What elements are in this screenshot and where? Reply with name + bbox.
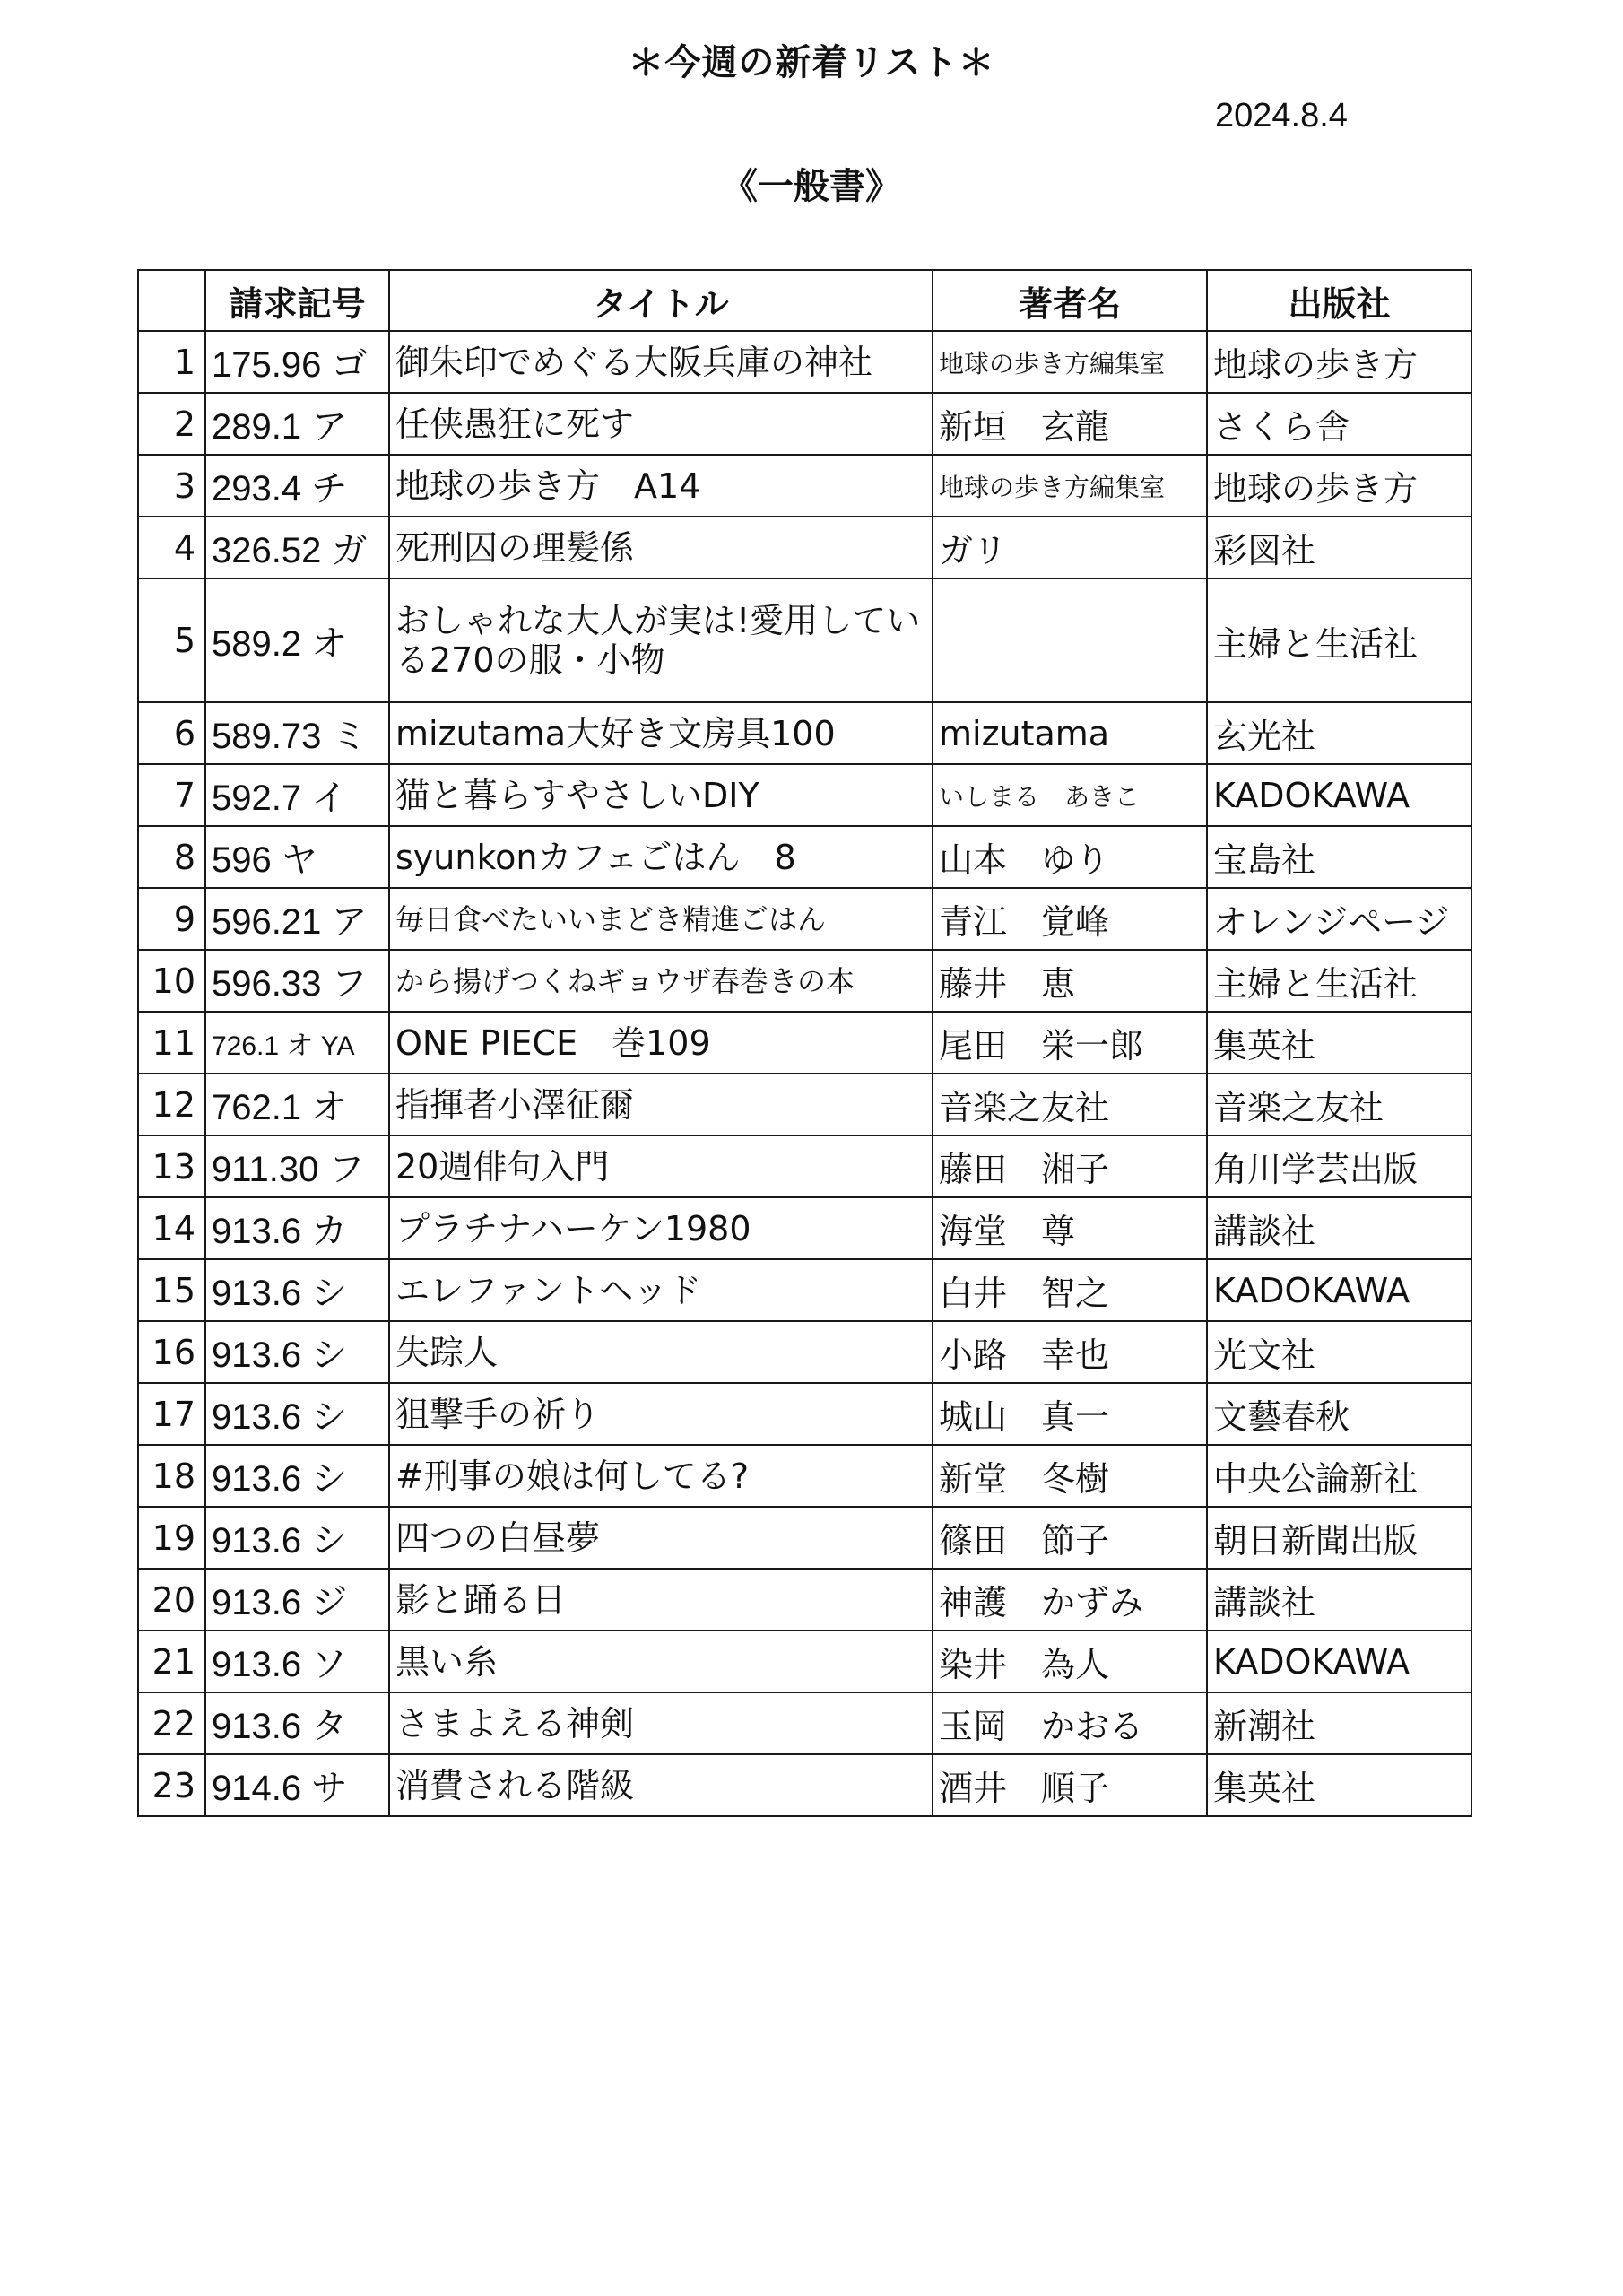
table-body: [138, 331, 1471, 1816]
column-header-title: タイトル: [389, 270, 933, 331]
author-name: 酒井 順子: [933, 1754, 1207, 1816]
publisher-name: 講談社: [1207, 1197, 1471, 1259]
table-row: [138, 393, 1471, 455]
call-number: 913.6 シ: [205, 1383, 389, 1445]
publisher-name: 文藝春秋: [1207, 1383, 1471, 1445]
author-name: 地球の歩き方編集室: [933, 331, 1207, 393]
book-title: 任侠愚狂に死す: [389, 393, 933, 455]
column-header-call-number: 請求記号: [205, 270, 389, 331]
book-title: から揚げつくねギョウザ春巻きの本: [389, 950, 933, 1012]
author-name: いしまる あきこ: [933, 764, 1207, 826]
author-name: 小路 幸也: [933, 1321, 1207, 1383]
call-number: 914.6 サ: [205, 1754, 389, 1816]
call-number: 913.6 ジ: [205, 1569, 389, 1631]
publisher-name: 地球の歩き方: [1207, 331, 1471, 393]
call-number: 913.6 シ: [205, 1321, 389, 1383]
table-row: [138, 1197, 1471, 1259]
call-number: 175.96 ゴ: [205, 331, 389, 393]
table-row: [138, 1074, 1471, 1135]
call-number: 589.2 オ: [205, 578, 389, 702]
author-name: 尾田 栄一郎: [933, 1012, 1207, 1074]
book-title: エレファントヘッド: [389, 1259, 933, 1321]
table-row: [138, 1507, 1471, 1569]
call-number: 913.6 タ: [205, 1692, 389, 1754]
row-number: 23: [138, 1754, 205, 1816]
author-name: 藤井 恵: [933, 950, 1207, 1012]
author-name: 新垣 玄龍: [933, 393, 1207, 455]
call-number: 913.6 ソ: [205, 1631, 389, 1692]
author-name: 染井 為人: [933, 1631, 1207, 1692]
call-number: 762.1 オ: [205, 1074, 389, 1135]
publisher-name: 宝島社: [1207, 826, 1471, 888]
author-name: 地球の歩き方編集室: [933, 455, 1207, 517]
table-row: [138, 455, 1471, 517]
row-number: 2: [138, 393, 205, 455]
table-row: [138, 1445, 1471, 1507]
row-number: 7: [138, 764, 205, 826]
author-name: 藤田 湘子: [933, 1135, 1207, 1197]
book-title: 死刑囚の理髪係: [389, 517, 933, 578]
call-number: 726.1 オ YA: [205, 1012, 389, 1074]
table-row: [138, 826, 1471, 888]
column-header-publisher: 出版社: [1207, 270, 1471, 331]
row-number: 10: [138, 950, 205, 1012]
book-title: 失踪人: [389, 1321, 933, 1383]
row-number: 5: [138, 578, 205, 702]
book-title: 猫と暮らすやさしいDIY: [389, 764, 933, 826]
row-number: 19: [138, 1507, 205, 1569]
publisher-name: 中央公論新社: [1207, 1445, 1471, 1507]
row-number: 11: [138, 1012, 205, 1074]
author-name: 山本 ゆり: [933, 826, 1207, 888]
row-number: 14: [138, 1197, 205, 1259]
row-number: 12: [138, 1074, 205, 1135]
book-title: #刑事の娘は何してる?: [389, 1445, 933, 1507]
table-row: [138, 1383, 1471, 1445]
publisher-name: 集英社: [1207, 1754, 1471, 1816]
book-title: 20週俳句入門: [389, 1135, 933, 1197]
book-title: プラチナハーケン1980: [389, 1197, 933, 1259]
call-number: 592.7 イ: [205, 764, 389, 826]
publisher-name: 主婦と生活社: [1207, 950, 1471, 1012]
table-row: [138, 888, 1471, 950]
author-name: 篠田 節子: [933, 1507, 1207, 1569]
author-name: 新堂 冬樹: [933, 1445, 1207, 1507]
list-date: 2024.8.4: [1215, 97, 1348, 135]
author-name: mizutama: [933, 702, 1207, 764]
publisher-name: KADOKAWA: [1207, 1631, 1471, 1692]
row-number: 18: [138, 1445, 205, 1507]
author-name: 青江 覚峰: [933, 888, 1207, 950]
publisher-name: 彩図社: [1207, 517, 1471, 578]
book-title: 狙撃手の祈り: [389, 1383, 933, 1445]
call-number: 289.1 ア: [205, 393, 389, 455]
table-row: [138, 1569, 1471, 1631]
call-number: 913.6 カ: [205, 1197, 389, 1259]
table-row: [138, 702, 1471, 764]
publisher-name: 新潮社: [1207, 1692, 1471, 1754]
row-number: 9: [138, 888, 205, 950]
call-number: 913.6 シ: [205, 1259, 389, 1321]
publisher-name: さくら舎: [1207, 393, 1471, 455]
table-row: [138, 1631, 1471, 1692]
row-number: 16: [138, 1321, 205, 1383]
publisher-name: 地球の歩き方: [1207, 455, 1471, 517]
author-name: 白井 智之: [933, 1259, 1207, 1321]
publisher-name: 講談社: [1207, 1569, 1471, 1631]
row-number: 1: [138, 331, 205, 393]
table-row: [138, 1012, 1471, 1074]
book-title: 地球の歩き方 A14: [389, 455, 933, 517]
row-number: 6: [138, 702, 205, 764]
table-row: [138, 1259, 1471, 1321]
row-number: 3: [138, 455, 205, 517]
author-name: [933, 578, 1207, 702]
call-number: 596 ヤ: [205, 826, 389, 888]
book-title: 黒い糸: [389, 1631, 933, 1692]
book-title: おしゃれな大人が実は!愛用している270の服・小物: [389, 578, 933, 702]
call-number: 596.21 ア: [205, 888, 389, 950]
column-header-no: [138, 270, 205, 331]
row-number: 17: [138, 1383, 205, 1445]
author-name: 音楽之友社: [933, 1074, 1207, 1135]
table-row: [138, 1754, 1471, 1816]
table-row: [138, 950, 1471, 1012]
book-title: 消費される階級: [389, 1754, 933, 1816]
publisher-name: オレンジページ: [1207, 888, 1471, 950]
table-row: [138, 764, 1471, 826]
table-row: [138, 517, 1471, 578]
book-title: 指揮者小澤征爾: [389, 1074, 933, 1135]
book-title: 毎日食べたいいまどき精進ごはん: [389, 888, 933, 950]
call-number: 911.30 フ: [205, 1135, 389, 1197]
call-number: 913.6 シ: [205, 1507, 389, 1569]
publisher-name: 光文社: [1207, 1321, 1471, 1383]
table-row: [138, 331, 1471, 393]
author-name: 玉岡 かおる: [933, 1692, 1207, 1754]
publisher-name: 音楽之友社: [1207, 1074, 1471, 1135]
table-row: [138, 578, 1471, 702]
publisher-name: KADOKAWA: [1207, 764, 1471, 826]
publisher-name: 角川学芸出版: [1207, 1135, 1471, 1197]
table-row: [138, 1321, 1471, 1383]
publisher-name: 玄光社: [1207, 702, 1471, 764]
book-title: syunkonカフェごはん 8: [389, 826, 933, 888]
page-title: ＊今週の新着リスト＊: [628, 42, 995, 83]
book-title: 影と踊る日: [389, 1569, 933, 1631]
author-name: 神護 かずみ: [933, 1569, 1207, 1631]
book-title: ONE PIECE 巻109: [389, 1012, 933, 1074]
column-header-author: 著者名: [933, 270, 1207, 331]
book-title: mizutama大好き文房具100: [389, 702, 933, 764]
book-title: さまよえる神剣: [389, 1692, 933, 1754]
publisher-name: 集英社: [1207, 1012, 1471, 1074]
call-number: 326.52 ガ: [205, 517, 389, 578]
table-row: [138, 1135, 1471, 1197]
row-number: 20: [138, 1569, 205, 1631]
row-number: 4: [138, 517, 205, 578]
publisher-name: 主婦と生活社: [1207, 578, 1471, 702]
book-title: 御朱印でめぐる大阪兵庫の神社: [389, 331, 933, 393]
publisher-name: 朝日新聞出版: [1207, 1507, 1471, 1569]
call-number: 589.73 ミ: [205, 702, 389, 764]
author-name: 城山 真一: [933, 1383, 1207, 1445]
call-number: 293.4 チ: [205, 455, 389, 517]
table-row: [138, 1692, 1471, 1754]
row-number: 15: [138, 1259, 205, 1321]
call-number: 913.6 シ: [205, 1445, 389, 1507]
author-name: 海堂 尊: [933, 1197, 1207, 1259]
publisher-name: KADOKAWA: [1207, 1259, 1471, 1321]
call-number: 596.33 フ: [205, 950, 389, 1012]
book-title: 四つの白昼夢: [389, 1507, 933, 1569]
row-number: 21: [138, 1631, 205, 1692]
row-number: 8: [138, 826, 205, 888]
table-header-row: [138, 270, 1471, 331]
row-number: 22: [138, 1692, 205, 1754]
section-heading: 《一般書》: [722, 166, 901, 207]
author-name: ガリ: [933, 517, 1207, 578]
new-arrivals-table: [137, 269, 1472, 1817]
row-number: 13: [138, 1135, 205, 1197]
